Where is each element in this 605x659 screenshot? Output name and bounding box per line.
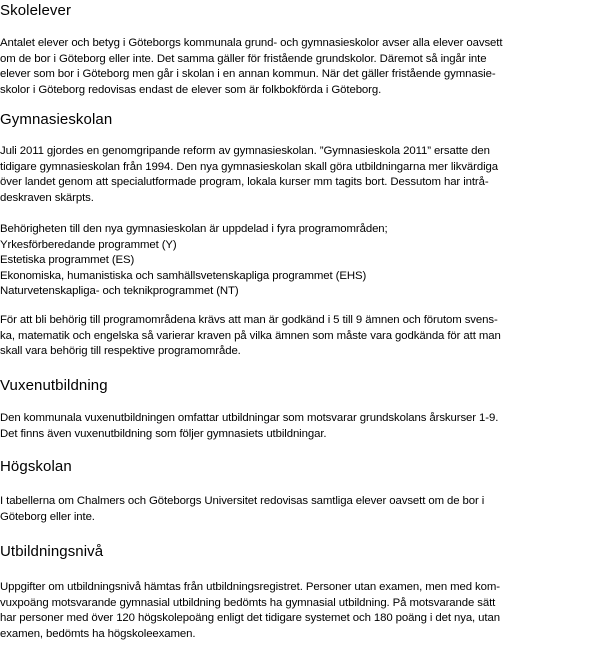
text-line: Antalet elever och betyg i Göteborgs kommunala grund- och gymnasieskolor avser alla elever oavsett xyxy=(0,37,503,49)
text-line: Uppgifter om utbildningsnivå hämtas från utbildningsregistret. Personer utan examen, men med kom- xyxy=(0,581,500,593)
paragraph-skolelever xyxy=(0,36,600,98)
text-line: För att bli behörig till programområdena krävs att man är godkänd i 5 till 9 ämnen och förutom svens- xyxy=(0,314,498,326)
heading-vuxenutbildning: Vuxenutbildning xyxy=(0,377,108,394)
text-line: ka, matematik och engelska så varierar kraven på vilka ämnen som måste vara godkända för att man xyxy=(0,329,501,342)
text-line: skolor i Göteborg redovisas endast de elever som är folkbokförda i Göteborg. xyxy=(0,83,382,96)
list-item: Yrkesförberedande programmet (Y) xyxy=(0,238,177,251)
list-item: Ekonomiska, humanistiska och samhällsvetenskapliga programmet (EHS) xyxy=(0,269,367,282)
paragraph-gymnasieskolan-programomraden xyxy=(0,222,600,300)
text-line: elever som bor i Göteborg men går i skolan i en annan kommun. När det gäller fristående gymnasie- xyxy=(0,68,496,80)
text-line: Göteborg eller inte. xyxy=(0,510,95,523)
text-line: över landet genom att specialutformade program, lokala kurser mm tagits bort. Dessutom har intrå- xyxy=(0,176,489,188)
list-item: Estetiska programmet (ES) xyxy=(0,254,135,266)
text-line: skall vara behörig till respektive programområde. xyxy=(0,345,241,357)
text-line: Den kommunala vuxenutbildningen omfattar utbildningar som motsvarar grundskolans årskurser 1-9. xyxy=(0,412,499,424)
paragraph-gymnasieskolan-behorighet xyxy=(0,313,600,360)
heading-gymnasieskolan: Gymnasieskolan xyxy=(0,111,113,128)
paragraph-gymnasieskolan-reform xyxy=(0,144,600,206)
paragraph-hogskolan xyxy=(0,494,600,525)
text-line: om de bor i Göteborg eller inte. Det samma gäller för fristående grundskolor. Däremot så ingår inte xyxy=(0,52,487,65)
text-line: Juli 2011 gjordes en genomgripande reform av gymnasieskolan. ”Gymnasieskola 2011” ersatte den xyxy=(0,145,490,157)
text-line: har personer med över 120 högskolepoäng enligt det tidigare systemet och 180 poäng i det nya, utan xyxy=(0,612,500,624)
text-line: deskraven skärpts. xyxy=(0,191,94,204)
text-line: examen, bedömts ha högskoleexamen. xyxy=(0,627,196,640)
heading-skolelever: Skolelever xyxy=(0,2,72,19)
paragraph-vuxenutbildning xyxy=(0,411,600,442)
text-line: tidigare gymnasieskolan från 1994. Den nya gymnasieskolan skall göra utbildningarna mer likvärdiga xyxy=(0,160,498,173)
paragraph-utbildningsniva xyxy=(0,580,600,642)
list-item: Naturvetenskapliga- och teknikprogrammet (NT) xyxy=(0,285,239,297)
heading-hogskolan: Högskolan xyxy=(0,458,72,475)
text-line: vuxpoäng motsvarande gymnasial utbildning bedömts ha gymnasial utbildning. På motsvarande sätt xyxy=(0,596,496,609)
text-line: I tabellerna om Chalmers och Göteborgs Universitet redovisas samtliga elever oavsett om de bor i xyxy=(0,495,485,507)
text-line: Behörigheten till den nya gymnasieskolan är uppdelad i fyra programområden; xyxy=(0,223,388,235)
heading-utbildningsniva: Utbildningsnivå xyxy=(0,543,104,560)
text-line: Det finns även vuxenutbildning som följer gymnasiets utbildningar. xyxy=(0,427,327,440)
